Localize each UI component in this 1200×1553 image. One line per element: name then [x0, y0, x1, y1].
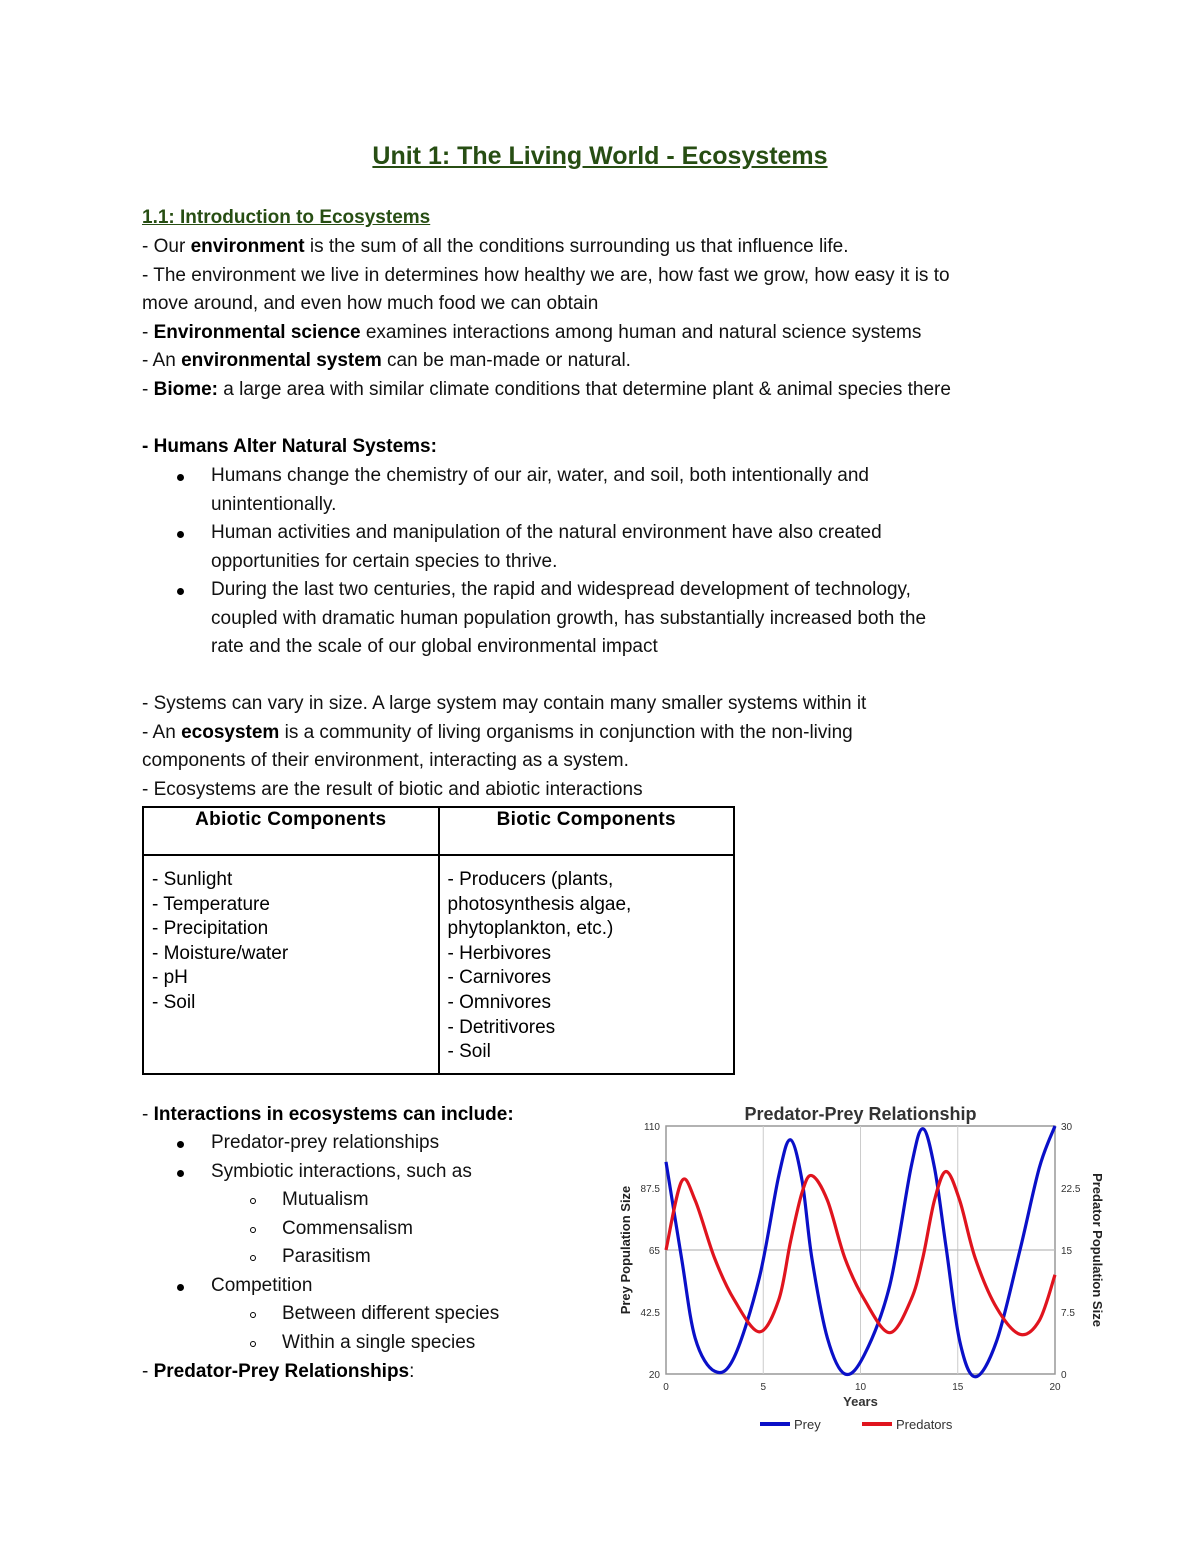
abiotic-item: - Soil — [152, 991, 196, 1013]
biotic-header: Biotic Components — [439, 807, 735, 855]
legend-predators-label: Predators — [896, 1417, 953, 1432]
biotic-item: photosynthesis algae, — [447, 893, 632, 915]
y2-tick-label: 7.5 — [1061, 1308, 1075, 1319]
biotic-item: - Soil — [447, 1041, 491, 1063]
biotic-item: - Carnivores — [447, 967, 551, 989]
y2-tick-label: 30 — [1061, 1122, 1073, 1133]
sub-list-item: Between different species — [282, 1303, 500, 1324]
biotic-item: - Detritivores — [447, 1016, 556, 1038]
y2-axis-label: Predator Population Size — [1090, 1173, 1105, 1327]
abiotic-cell — [143, 855, 439, 1074]
y-tick-label: 87.5 — [640, 1184, 660, 1195]
bullet-text: rate and the scale of our global environmental impact — [211, 636, 658, 657]
systems-line: - Ecosystems are the result of biotic and abiotic interactions — [142, 778, 643, 800]
chart-title: Predator-Prey Relationship — [744, 1104, 977, 1124]
systems-line: components of their environment, interacting as a system. — [142, 750, 629, 771]
components-table — [142, 806, 735, 1075]
x-tick-label: 20 — [1049, 1382, 1061, 1393]
intro-line: - An environmental system can be man-made or natural. — [142, 350, 631, 371]
biotic-item: phytoplankton, etc.) — [447, 918, 614, 940]
intro-line: move around, and even how much food we can obtain — [142, 293, 599, 314]
predator-prey-heading-bold: Predator-Prey Relationships — [153, 1361, 410, 1382]
intro-line: - Environmental science examines interactions among human and natural science systems — [142, 321, 922, 343]
predator-prey-heading: - Predator-Prey Relationships: — [142, 1361, 415, 1382]
interactions-heading: - Interactions in ecosystems can include: — [142, 1104, 514, 1125]
y-tick-label: 42.5 — [640, 1308, 660, 1319]
sub-bullet-icon — [250, 1198, 256, 1204]
key-term: Biome: — [153, 378, 219, 400]
abiotic-item: - pH — [152, 967, 188, 989]
legend-prey-label: Prey — [794, 1417, 821, 1432]
systems-line: - Systems can vary in size. A large system may contain many smaller systems within it — [142, 693, 867, 714]
abiotic-item: - Sunlight — [152, 869, 233, 890]
y-axis-label: Prey Population Size — [618, 1185, 633, 1315]
bullet-icon — [177, 1141, 184, 1148]
bullet-text: opportunities for certain species to thrive. — [211, 550, 558, 572]
x-axis-label: Years — [843, 1394, 878, 1409]
sub-list-item: Commensalism — [282, 1217, 413, 1239]
bullet-text: Humans change the chemistry of our air, water, and soil, both intentionally and — [211, 465, 869, 486]
bullet-text: Human activities and manipulation of the natural environment have also created — [211, 522, 882, 543]
bullet-icon — [177, 1170, 184, 1177]
intro-line: - Our environment is the sum of all the conditions surrounding us that influence life. — [142, 236, 849, 257]
chart-svg — [610, 1098, 1110, 1443]
key-term: Environmental science — [153, 321, 361, 343]
bullet-text: During the last two centuries, the rapid and widespread development of technology, — [211, 579, 911, 600]
predator-prey-chart — [610, 1098, 1110, 1443]
interactions-heading-bold: Interactions in ecosystems can include: — [153, 1104, 514, 1125]
section-heading: 1.1: Introduction to Ecosystems — [142, 207, 431, 228]
sub-list-item: Mutualism — [282, 1189, 369, 1210]
biotic-item: - Herbivores — [447, 942, 551, 964]
abiotic-item: - Temperature — [152, 893, 270, 915]
list-item: Predator-prey relationships — [211, 1132, 440, 1153]
bullet-icon — [177, 474, 184, 481]
y2-tick-label: 15 — [1061, 1246, 1073, 1257]
sub-bullet-icon — [250, 1312, 256, 1318]
humans-alter-heading: - Humans Alter Natural Systems: — [142, 436, 437, 457]
key-term: ecosystem — [181, 721, 280, 743]
bullet-icon — [177, 588, 184, 595]
key-term: environmental system — [181, 350, 382, 371]
sub-list-item: Within a single species — [282, 1331, 476, 1353]
x-tick-label: 15 — [952, 1382, 964, 1393]
abiotic-header: Abiotic Components — [143, 807, 439, 855]
bullet-text: unintentionally. — [211, 493, 337, 515]
y2-tick-label: 22.5 — [1061, 1184, 1081, 1195]
sub-list-item: Parasitism — [282, 1246, 371, 1267]
sub-bullet-icon — [250, 1227, 256, 1233]
x-tick-label: 5 — [760, 1382, 767, 1393]
page-title: Unit 1: The Living World - Ecosystems — [372, 142, 828, 170]
x-tick-label: 10 — [854, 1382, 867, 1393]
intro-line: - The environment we live in determines how healthy we are, how fast we grow, how easy it is to — [142, 264, 950, 286]
bullet-icon — [177, 531, 184, 538]
bullet-text: coupled with dramatic human population growth, has substantially increased both the — [211, 607, 927, 629]
biotic-cell — [439, 855, 735, 1074]
key-term: environment — [190, 236, 305, 257]
biotic-item: - Omnivores — [447, 991, 551, 1013]
abiotic-item: - Precipitation — [152, 918, 269, 940]
list-item: Competition — [211, 1274, 313, 1296]
systems-line: - An ecosystem is a community of living organisms in conjunction with the non-living — [142, 721, 853, 743]
bullet-icon — [177, 1284, 184, 1291]
biotic-item: - Producers (plants, — [447, 869, 614, 890]
y-tick-label: 20 — [648, 1370, 660, 1381]
y-tick-label: 65 — [648, 1246, 660, 1257]
intro-line: - Biome: a large area with similar climate conditions that determine plant & animal species there — [142, 378, 951, 400]
y2-tick-label: 0 — [1061, 1370, 1067, 1381]
y-tick-label: 110 — [644, 1122, 660, 1133]
x-tick-label: 0 — [663, 1382, 669, 1393]
sub-bullet-icon — [250, 1341, 256, 1347]
list-item: Symbiotic interactions, such as — [211, 1160, 472, 1182]
abiotic-item: - Moisture/water — [152, 942, 289, 964]
sub-bullet-icon — [250, 1255, 256, 1261]
